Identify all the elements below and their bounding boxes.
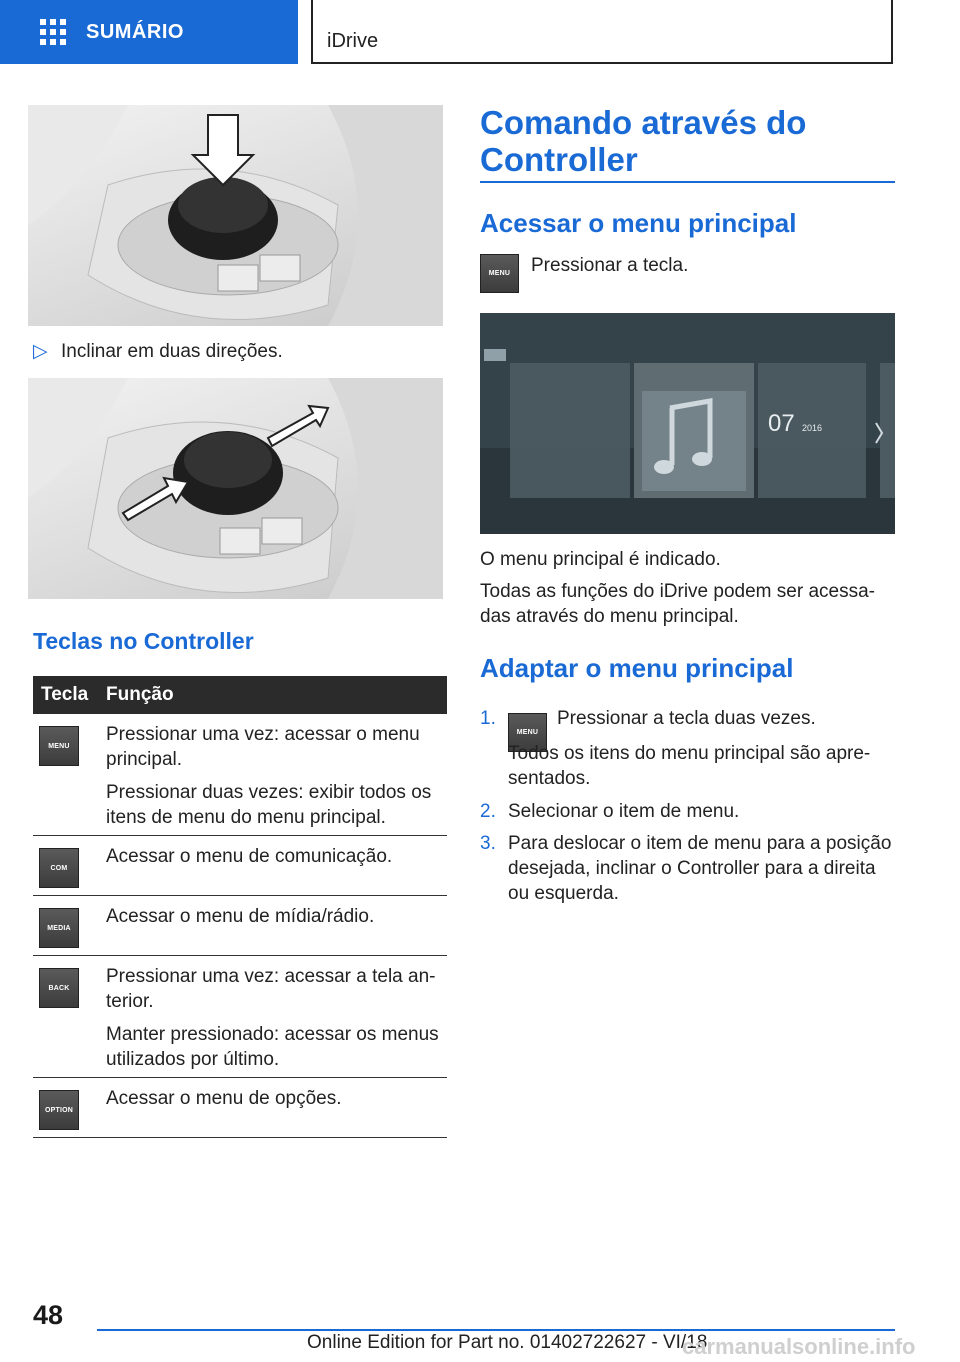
- col-key-header: Tecla: [41, 684, 89, 705]
- controller-press-image: [28, 105, 443, 326]
- step-3: [480, 831, 895, 906]
- grid-menu-icon: [40, 19, 66, 45]
- step-number: 1.: [480, 708, 496, 729]
- all-functions-text: Todas as funções do iDrive podem ser acessa-das através do menu principal.: [480, 581, 875, 627]
- row-text: Acessar o menu de mídia/rádio.: [106, 906, 375, 927]
- step-number: 2.: [480, 801, 496, 822]
- bullet-marker: ▷: [33, 341, 48, 362]
- step-text: Pressionar a tecla duas vezes.: [557, 708, 816, 729]
- table-row: [33, 714, 447, 836]
- section-title: iDrive: [327, 30, 379, 52]
- heading-access-menu: Acessar o menu principal: [480, 208, 797, 238]
- media-key-icon: MEDIA: [39, 908, 79, 948]
- keys-table: [33, 676, 447, 1138]
- step-1-result: Todos os itens do menu principal são apre-sentados.: [508, 743, 871, 789]
- bullet-item: [33, 339, 443, 364]
- table-row: [33, 1078, 447, 1138]
- main-menu-screenshot: [480, 313, 895, 534]
- step-text: Para deslocar o item de menu para a posição desejada, inclinar o Controller para a direita ou esquerda.: [508, 833, 892, 904]
- bullet-text: Inclinar em duas direções.: [61, 341, 283, 362]
- controller-tilt-image: [28, 378, 443, 599]
- option-key-icon: OPTION: [39, 1090, 79, 1130]
- step-number: 3.: [480, 833, 496, 854]
- table-row: [33, 896, 447, 956]
- section-tab: [311, 0, 893, 64]
- screen-date-day: 07: [768, 410, 795, 437]
- menu-key-icon: MENU: [508, 713, 547, 752]
- back-key-icon: BACK: [39, 968, 79, 1008]
- screen-date-year: 2016: [802, 423, 823, 433]
- watermark-text: carmanualsonline.info: [682, 1334, 916, 1359]
- table-row: [33, 836, 447, 896]
- page-title: Comando através do Controller: [480, 104, 807, 178]
- title-underline: [480, 181, 895, 183]
- row-text: Pressionar duas vezes: exibir todos os itens de menu do menu principal.: [106, 782, 432, 828]
- row-text: Acessar o menu de opções.: [106, 1088, 342, 1109]
- row-text: Acessar o menu de comunicação.: [106, 846, 393, 867]
- contents-label: SUMÁRIO: [86, 20, 184, 43]
- indicated-text: O menu principal é indicado.: [480, 549, 721, 570]
- menu-key-icon: MENU: [480, 254, 519, 293]
- step-2: [480, 799, 895, 824]
- com-key-icon: COM: [39, 848, 79, 888]
- row-text: Pressionar uma vez: acessar a tela an-terior.: [106, 966, 436, 1012]
- footer-rule: [97, 1329, 895, 1331]
- col-function-header: Função: [106, 684, 174, 705]
- menu-key-icon: MENU: [39, 726, 79, 766]
- step-text: Selecionar o item de menu.: [508, 801, 740, 822]
- row-text: Pressionar uma vez: acessar o menu principal.: [106, 724, 420, 770]
- table-row: [33, 956, 447, 1078]
- heading-adapt-menu: Adaptar o menu principal: [480, 653, 794, 683]
- page-number: 48: [33, 1300, 64, 1330]
- table-header: [33, 676, 447, 714]
- edition-text: Online Edition for Part no. 01402722627 - VI/18: [307, 1332, 708, 1353]
- access-text: Pressionar a tecla.: [531, 255, 689, 276]
- contents-button[interactable]: [0, 0, 298, 64]
- row-text: Manter pressionado: acessar os menus utilizados por último.: [106, 1024, 439, 1070]
- table-heading: Teclas no Controller: [33, 628, 254, 654]
